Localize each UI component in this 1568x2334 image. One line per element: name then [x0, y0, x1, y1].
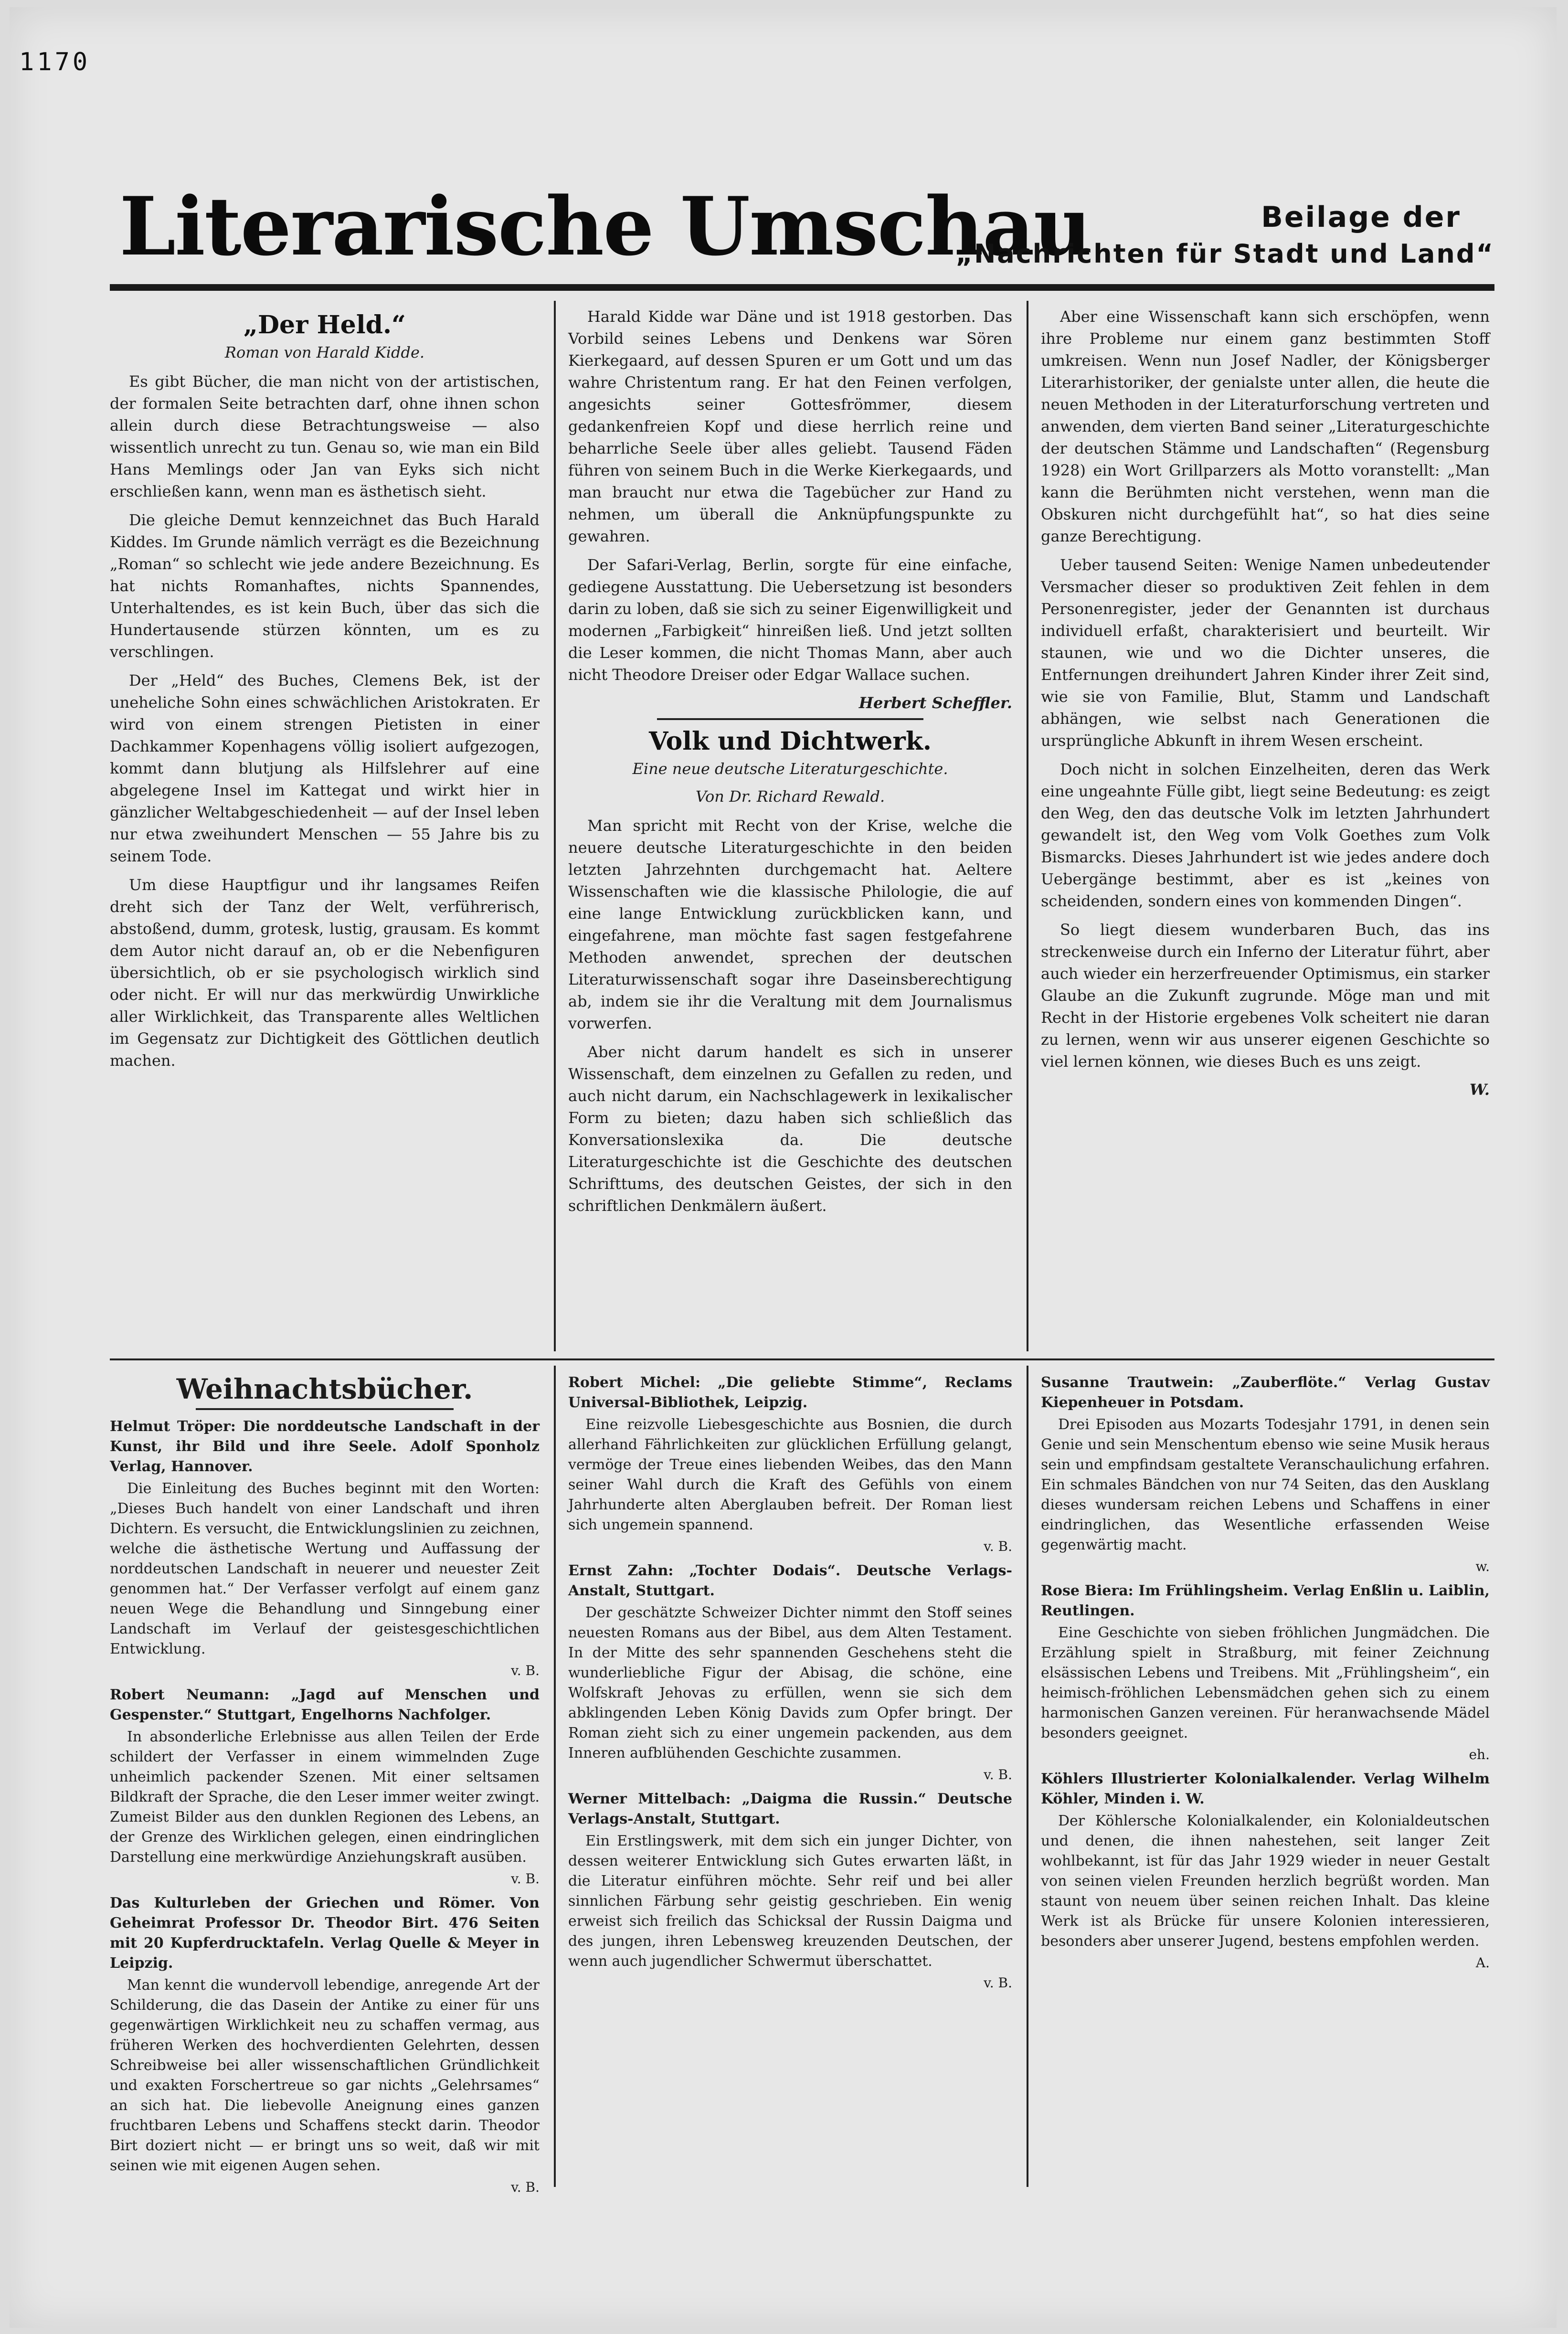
- article-signature: Herbert Scheffler.: [858, 694, 1012, 712]
- paragraph: Die gleiche Demut kennzeichnet das Buch Harald Kiddes. Im Grunde nämlich verrägt es die Bezeichnung „Roman“ so schlecht wie jede andere Bezeichnung. Es hat nichts Romanhaftes, nichts Spannendes, Unterhaltendes, es ist kein Buch, über das sich die Hundertausende stürzen könnten, um es zu verschlingen.: [110, 511, 540, 661]
- reviewer-initials: eh.: [1469, 1747, 1490, 1762]
- article-column-middle: [568, 306, 1012, 1347]
- reviewer-initials: w.: [1475, 1559, 1490, 1574]
- reviewer-initials: v. B.: [511, 1870, 540, 1887]
- paragraph: Ueber tausend Seiten: Wenige Namen unbedeutender Versmacher dieser so produktiven Zeit fehlen in dem Personenregister, jeder der Genannten ist durchaus individuell erfaßt, charakterisiert und beurteilt. Wir staunen, wie und wo die Dichter unseres, die Entfernungen dreihundert Jahren Kinder ihrer Zeit sind, wie sie von Familie, Blut, Stamm und Landschaft abhängen, wie selbst nach Generationen die ursprüngliche Abkunft in ihrem Wesen erscheint.: [1041, 556, 1490, 750]
- article-author: Von Dr. Richard Rewald.: [695, 787, 885, 806]
- book-review: Die Einleitung des Buches beginnt mit den Worten: „Dieses Buch handelt von einer Landschaft und ihren Dichtern. Es versucht, die Entwicklungslinien zu zeichnen, welche die ästhetische Wertung und Auffassung der norddeutschen Landschaft in neuerer und neuester Zeit genommen hat.“ Der Verfasser verfolgt auf einem ganz neuen Wege die Behandlung und Sinngebung einer Landschaft im Verlauf der geistesgeschichtlichen Entwicklung.: [110, 1480, 540, 1657]
- masthead: [95, 179, 1504, 282]
- article-subtitle: Roman von Harald Kidde.: [224, 343, 425, 362]
- column-divider: [1027, 1366, 1028, 2187]
- paragraph: Aber nicht darum handelt es sich in unserer Wissenschaft, dem einzelnen zu Gefallen zu reden, und auch nicht darum, ein Nachschlagewerk in lexikalischer Form zu bieten; dazu haben sich schließlich das Konversationslexika da. Die deutsche Literaturgeschichte ist die Geschichte des deutschen Schrifttums, des deutschen Geistes, der sich in den schriftlichen Denkmälern äußert.: [568, 1043, 1012, 1215]
- paragraph: Um diese Hauptfigur und ihr langsames Reifen dreht sich der Tanz der Welt, verführerisch, abstoßend, dumm, grotesk, lustig, grausam. Es kommt dem Autor nicht darauf an, ob er die Nebenfiguren übersichtlich, ob er sie psychologisch wirklich sind oder nicht. Er will nur das merkwürdig Unwirkliche aller Wirklichkeit, das Transparente alles Weltlichen im Gegensatz zur Dichtigkeit des Göttlichen deutlich machen.: [110, 876, 540, 1070]
- column-divider: [554, 301, 556, 1351]
- section-rule: [196, 1408, 454, 1410]
- paragraph: Aber eine Wissenschaft kann sich erschöpfen, wenn ihre Probleme nur einem ganz bestimmten Stoff umkreisen. Wenn nun Josef Nadler, der Königsberger Literarhistoriker, der genialste unter allen, die heute die neuen Methoden in der Literaturforschung vertreten und anwenden, dem vierten Band seiner „Literaturgeschichte der deutschen Stämme und Landschaften“ (Regensburg 1928) ein Wort Grillparzers als Motto voranstellt: „Man kann die Berühmten nicht verstehen, wenn man die Obskuren nicht durchgefühlt hat“, so hat dies seine ganze Berechtigung.: [1041, 308, 1490, 545]
- article-column-right: [1041, 306, 1490, 1347]
- book-heading: Das Kulturleben der Griechen und Römer. Von Geheimrat Professor Dr. Theodor Birt. 476 Seiten mit 20 Kupferdrucktafeln. Verlag Quelle & Meyer in Leipzig.: [110, 1894, 540, 1972]
- article-subtitle: Eine neue deutsche Literaturgeschichte.: [632, 760, 948, 778]
- book-heading: Robert Michel: „Die geliebte Stimme“, Reclams Universal-Bibliothek, Leipzig.: [568, 1374, 1012, 1411]
- paragraph: So liegt diesem wunderbaren Buch, das ins streckenweise durch ein Inferno der Literatur führt, aber auch wieder ein herzerfreuender Optimismus, ein starker Glaube an die Zukunft zugrunde. Möge man und mit Recht in der Historie ergebenes Volk scheitert nie daran zu lernen, wenn wir aus unserer eigenen Geschichte so viel lernen können, wie dieses Buch es uns zeigt.: [1041, 921, 1490, 1071]
- book-heading: Robert Neumann: „Jagd auf Menschen und Gespenster.“ Stuttgart, Engelhorns Nachfolger.: [110, 1686, 540, 1723]
- section-rule: [657, 718, 923, 720]
- section-divider: [110, 1358, 1494, 1360]
- reviewer-initials: v. B.: [984, 1975, 1012, 1991]
- newspaper-page: [95, 143, 1504, 2196]
- supplement-line-2: „Nachrichten für Stadt und Land“: [955, 239, 1494, 269]
- catalog-number: 1170: [19, 48, 91, 76]
- article-signature: W.: [1469, 1081, 1490, 1099]
- paragraph: Es gibt Bücher, die man nicht von der artistischen, der formalen Seite betrachten darf, ohne ihnen schon allein durch diese Betrachtungsweise — also wissentlich unrecht zu tun. Genau so, wie man ein Bild Hans Memlings oder Jan van Eyks sich nicht erschließen kann, wenn man es ästhetisch sieht.: [110, 372, 540, 501]
- reviewer-initials: v. B.: [511, 2179, 540, 2195]
- book-heading: Rose Biera: Im Frühlingsheim. Verlag Enßlin u. Laiblin, Reutlingen.: [1041, 1582, 1490, 1619]
- weihnachtsbuecher-column-3: [1041, 1368, 1490, 2185]
- article-title: „Der Held.“: [244, 310, 406, 339]
- paragraph: Doch nicht in solchen Einzelheiten, deren das Werk eine ungeahnte Fülle gibt, liegt seine Bedeutung: es zeigt den Weg, den das deutsche Volk im letzten Jahrhundert gewandelt ist, den Weg vom Volk Goethes zum Volk Bismarcks. Dieses Jahrhundert ist wie jedes andere doch Uebergänge bestimmt, aber es ist „keines von scheidenden, sondern eines von kommenden Dingen“.: [1041, 760, 1490, 910]
- book-review: Man kennt die wundervoll lebendige, anregende Art der Schilderung, die das Dasein der Antike zu einer für uns gegenwärtigen Wirklichkeit neu zu schaffen vermag, aus früheren Werken des hochverdienten Gelehrten, dessen Schreibweise bei aller wissenschaftlichen Gründlichkeit und exakten Forschertreue so gar nichts „Gelehrsames“ an sich hat. Die liebevolle Aneignung eines ganzen fruchtbaren Lebens und Schaffens steckt darin. Theodor Birt doziert nicht — er bringt uns so weit, daß wir mit seinen wie mit eigenen Augen sehen.: [110, 1976, 540, 2174]
- book-heading: Susanne Trautwein: „Zauberflöte.“ Verlag Gustav Kiepenheuer in Potsdam.: [1041, 1374, 1490, 1411]
- masthead-title: Literarische Umschau: [119, 179, 1091, 274]
- weihnachtsbuecher-column-2: [568, 1368, 1012, 2185]
- weihnachtsbuecher-column-1: [110, 1368, 540, 2195]
- book-heading: Werner Mittelbach: „Daigma die Russin.“ Deutsche Verlags-Anstalt, Stuttgart.: [568, 1791, 1012, 1827]
- column-divider: [1027, 301, 1028, 1351]
- book-review: Drei Episoden aus Mozarts Todesjahr 1791, in denen sein Genie und sein Menschentum ebenso wie seine Musik heraus sein und empfindsam gestaltete Veranschaulichung erfahren. Ein schmales Bändchen von nur 74 Seiten, das den Ausklang dieses wundersam reichen Lebens und Schaffens in einer eindringlichen, das Wesentliche erfassenden Weise gegenwärtig macht.: [1041, 1416, 1490, 1553]
- paragraph: Der „Held“ des Buches, Clemens Bek, ist der uneheliche Sohn eines schwächlichen Aristokraten. Er wird von einem strengen Pietisten in einer Dachkammer Kopenhagens völlig isoliert aufgezogen, kommt dann blutjung als Hilfslehrer auf eine abgelegene Insel im Kattegat und wirkt hier in gänzlicher Weltabgeschiedenheit — auf der Insel leben nur etwa zweihundert Menschen — 55 Jahre bis zu seinem Tode.: [110, 671, 540, 866]
- reviewer-initials: A.: [1475, 1955, 1490, 1971]
- article-title: Volk und Dichtwerk.: [649, 727, 932, 756]
- column-divider: [554, 1366, 556, 2187]
- book-review: In absonderliche Erlebnisse aus allen Teilen der Erde schildert der Verfasser in einem wimmelnden Zuge unheimlich packender Szenen. Mit einer seltsamen Bildkraft der Sprache, die den Leser immer weiter zwingt. Zumeist Bilder aus den dunklen Regionen des Lebens, an der Grenze des Wirklichen gelegen, einen eindringlichen Darstellung eine merkwürdige Anziehungskraft ausüben.: [110, 1728, 540, 1866]
- book-review: Der geschätzte Schweizer Dichter nimmt den Stoff seines neuesten Romans aus der Bibel, aus dem Alten Testament. In der Mitte des sehr spannenden Geschehens steht die wunderliebliche Figur der Abisag, die schöne, eine Wolfskraft Jehovas zu erfüllen, wenn sie sich dem abklingenden Leben König Davids zum Opfer bringt. Der Roman zieht sich zu einer ungemein packenden, aus dem Inneren aufblühenden Geschichte zusammen.: [568, 1604, 1012, 1761]
- book-heading: Helmut Tröper: Die norddeutsche Landschaft in der Kunst, ihr Bild und ihre Seele. Adolf Sponholz Verlag, Hannover.: [110, 1418, 540, 1475]
- section-title: Weihnachtsbücher.: [176, 1373, 473, 1405]
- paragraph: Harald Kidde war Däne und ist 1918 gestorben. Das Vorbild seines Lebens und Denkens war Sören Kierkegaard, auf dessen Spuren er um Gott und um das wahre Christentum rang. Er hat den Feinen verfolgen, angesichts seiner Gottesfrömmer, diesem gedankenfreien Kopf und diese herrlich reine und beharrliche Seele über alles geliebt. Tausend Fäden führen von seinem Buch in die Werke Kierkegaards, und man braucht nur etwa die Tagebücher zur Hand zu nehmen, um überall die Anknüpfungspunkte zu gewahren.: [568, 308, 1012, 545]
- book-heading: Ernst Zahn: „Tochter Dodais“. Deutsche Verlags-Anstalt, Stuttgart.: [568, 1562, 1012, 1599]
- book-review: Der Köhlersche Kolonialkalender, ein Kolonialdeutschen und denen, die ihnen nahestehen, seit langer Zeit wohlbekannt, ist für das Jahr 1929 wieder in neuer Gestalt von seinen vielen Freunden herzlich begrüßt worden. Man staunt von neuem über seinen reichen Inhalt. Das kleine Werk ist als Brücke für unsere Kolonien interessieren, besonders aber unserer Jugend, bestens empfohlen werden.: [1041, 1813, 1490, 1950]
- reviewer-initials: v. B.: [511, 1662, 540, 1678]
- book-review: Eine Geschichte von sieben fröhlichen Jungmädchen. Die Erzählung spielt in Straßburg, mit feiner Zeichnung elsässischen Lebens und Treibens. Mit „Frühlingsheim“, ein heimisch-fröhlichen Lebensmädchen gehen sich zu einem harmonischen Ganzen vereinen. Für heranwachsende Mädel besonders geeignet.: [1041, 1624, 1490, 1741]
- paragraph: Man spricht mit Recht von der Krise, welche die neuere deutsche Literaturgeschichte in den beiden letzten Jahrzehnten durchgemacht hat. Aeltere Wissenschaften wie die klassische Philologie, die auf eine lange Entwicklung zurückblicken kann, und eingefahrene, man möchte fast sagen festgefahrene Methoden anwendet, sprechen der deutschen Literaturwissenschaft sogar ihre Daseinsberechtigung ab, indem sie ihr die Veraltung mit dem Journalismus vorwerfen.: [568, 817, 1012, 1033]
- book-review: Eine reizvolle Liebesgeschichte aus Bosnien, die durch allerhand Fährlichkeiten zur glücklichen Erfüllung gelangt, vermöge der Treue eines liebenden Weibes, das den Mann seiner Wahl durch die Kraft des Gefühls von einem Jahrhunderte alten Aberglauben befreit. Der Roman liest sich ungemein spannend.: [568, 1416, 1012, 1533]
- masthead-rule: [110, 284, 1494, 291]
- supplement-line-1: Beilage der: [1261, 201, 1461, 234]
- reviewer-initials: v. B.: [984, 1538, 1012, 1554]
- article-der-held: [110, 306, 540, 1347]
- book-review: Ein Erstlingswerk, mit dem sich ein junger Dichter, von dessen weiterer Entwicklung sich Gutes erwarten läßt, in die Literatur einführen möchte. Sehr reif und bei aller sinnlichen Färbung sehr geistig geschrieben. Ein wenig erweist sich freilich das Schicksal der Russin Daigma und des jungen, ihren Lebensweg kreuzenden Deutschen, der wenn auch jugendlicher Schwermut überschattet.: [568, 1833, 1012, 1970]
- reviewer-initials: v. B.: [984, 1767, 1012, 1782]
- paragraph: Der Safari-Verlag, Berlin, sorgte für eine einfache, gediegene Ausstattung. Die Uebersetzung ist besonders darin zu loben, daß sie sich zu seiner Eigenwilligkeit und modernen „Farbigkeit“ hinreißen ließ. Und jetzt sollten die Leser kommen, die nicht Thomas Mann, aber auch nicht Theodore Dreiser oder Edgar Wallace suchen.: [568, 556, 1012, 684]
- book-heading: Köhlers Illustrierter Kolonialkalender. Verlag Wilhelm Köhler, Minden i. W.: [1041, 1771, 1490, 1807]
